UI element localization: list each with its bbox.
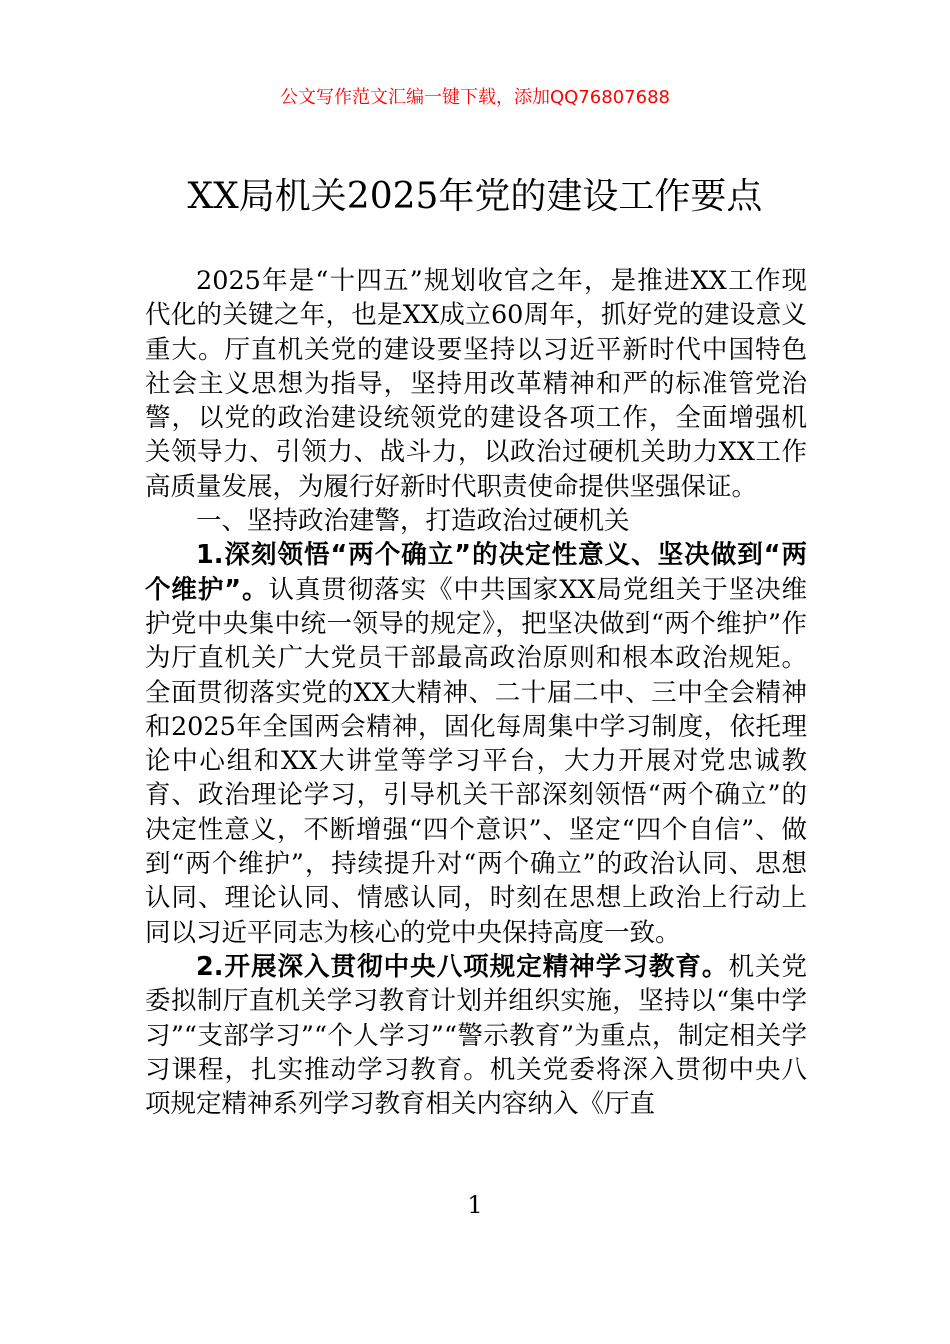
item-1-paragraph xyxy=(145,538,807,950)
item-1-text: 认真贯彻落实《中共国家XX局党组关于坚决维护党中央集中统一领导的规定》，把坚决做到“两个维护”作为厅直机关广大党员干部最高政治原则和根本政治规矩。全面贯彻落实党的XX大精神、二十届二中、三中全会精神和2025年全国两会精神，固化每周集中学习制度，依托理论中心组和XX大讲堂等学习平台，大力开展对党忠诚教育、政治理论学习，引导机关干部深刻领悟“两个确立”的决定性意义，不断增强“四个意识”、坚定“四个自信”、做到“两个维护”，持续提升对“两个确立”的政治认同、思想认同、理论认同、情感认同，时刻在思想上政治上行动上同以习近平同志为核心的党中央保持高度一致。 xyxy=(145,574,807,948)
download-notice: 公文写作范文汇编一键下载，添加QQ76807688 xyxy=(280,87,670,108)
section-heading: 一、坚持政治建警，打造政治过硬机关 xyxy=(196,506,630,537)
item-2-paragraph xyxy=(145,950,807,1121)
intro-paragraph: 2025年是“十四五”规划收官之年，是推进XX工作现代化的关键之年，也是XX成立60周年，抓好党的建设意义重大。厅直机关党的建设要坚持以习近平新时代中国特色社会主义思想为指导，坚持用改革精神和严的标准管党治警，以党的政治建设统领党的建设各项工作，全面增强机关领导力、引领力、战斗力，以政治过硬机关助力XX工作高质量发展，为履行好新时代职责使命提供坚强保证。 xyxy=(145,266,807,502)
item-2-text: 机关党委拟制厅直机关学习教育计划并组织实施，坚持以“集中学习”“支部学习”“个人学习”“警示教育”为重点，制定相关学习课程，扎实推动学习教育。机关党委将深入贯彻中央八项规定精神系列学习教育相关内容纳入《厅直 xyxy=(145,951,807,1120)
item-2-lead: 2.开展深入贯彻中央八项规定精神学习教育。 xyxy=(196,951,729,982)
document-title: XX局机关2025年党的建设工作要点 xyxy=(187,176,763,217)
item-1-lead: 1.深刻领悟“两个确立”的决定性意义、坚决做到“两个维护”。 xyxy=(145,540,807,605)
page-number: 1 xyxy=(467,1191,483,1219)
document-body xyxy=(145,264,807,1121)
